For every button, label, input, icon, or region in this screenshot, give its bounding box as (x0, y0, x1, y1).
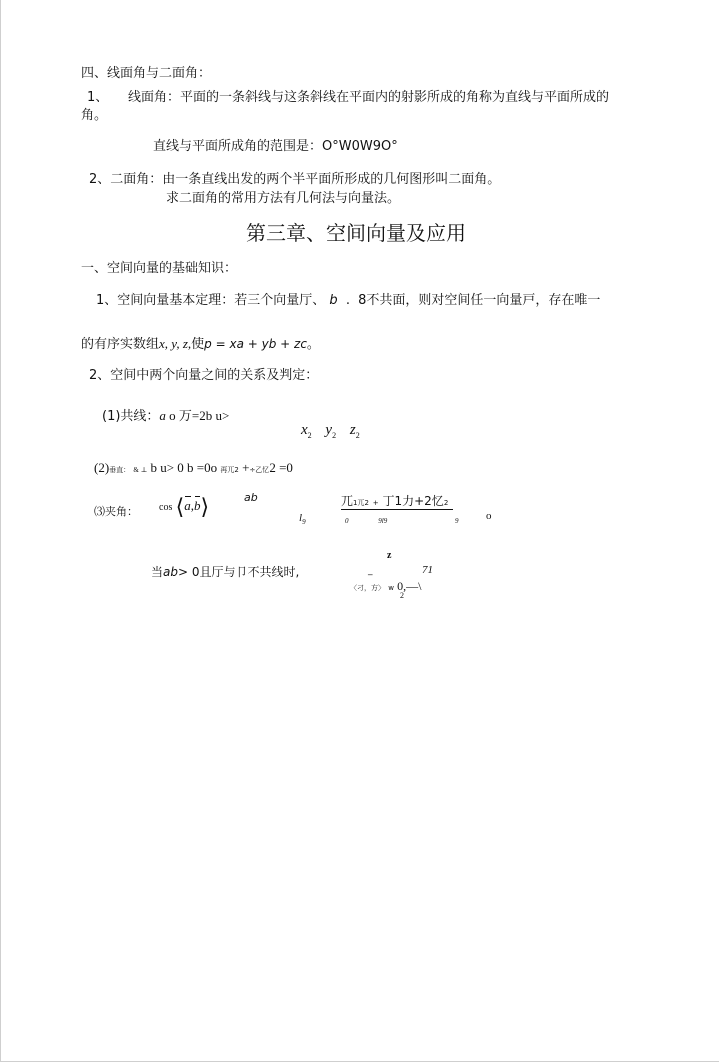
condition-two: 2 (400, 591, 404, 600)
ordered-tuple-line (81, 336, 320, 353)
theorem-vector-b: b (329, 293, 338, 308)
method-text: 求二面角的常用方法有几何法与向量法。 (166, 191, 401, 206)
chapter-title: 第三章、空间向量及应用 (246, 221, 466, 245)
condition-text-c: > 0且厅与卩不共线时, (178, 565, 300, 579)
angle-numerator-ab: ab (244, 491, 258, 504)
den-b: 9 (378, 517, 382, 525)
num-a: 兀 (341, 494, 354, 508)
theorem-text-a: 1、空间向量基本定理：若三个向量厅、 (96, 293, 326, 308)
collinear-line (102, 408, 229, 425)
basic-theorem-line (96, 293, 600, 309)
denom-x-sub: 2 (307, 431, 312, 440)
relation-heading: 2、空间中两个向量之间的关系及判定： (89, 368, 319, 383)
denom-z-sub: 2 (355, 431, 360, 440)
angle-label: ⑶夹角： (94, 505, 138, 518)
part1-heading: 一、空间向量的基础知识： (81, 261, 238, 276)
condition-ab: ab (163, 565, 178, 579)
num-c: 2 (364, 499, 369, 507)
cos-text: cos (159, 502, 173, 513)
condition-71: 71 (422, 564, 433, 576)
perp-plus: + (242, 460, 250, 475)
condition-line (151, 564, 299, 580)
vector-decomposition-formula: p = xa + yb + zc (204, 337, 307, 351)
item2-definition: 2、二面角：由一条直线出发的两个半平面所形成的几何图形叫二面角。 (89, 172, 501, 187)
collinear-expression: o 万=2b u> (169, 408, 230, 423)
theorem-dot: . (345, 293, 350, 308)
perp-tail: 2 =0 (269, 460, 293, 475)
condition-dash: _ (368, 566, 373, 576)
num-e: 丁1力+2忆 (382, 494, 444, 508)
vector-a: a (184, 498, 191, 513)
angle-bracket-left: ⟨ (175, 494, 185, 520)
denom-y: y (325, 422, 333, 438)
condition-range (350, 578, 422, 600)
num-f: 2 (443, 499, 449, 507)
collinear-vector-a: a (159, 408, 166, 423)
angle-comma: , (190, 498, 194, 513)
angle-coordinate-denominator (345, 513, 458, 529)
denominator-l: l (299, 512, 303, 524)
tuple-text-a: 的有序实数组 (81, 337, 160, 352)
tuple-vars: x, y, z, (159, 336, 192, 351)
theorem-text-d: 8不共面，则对空间任一向量戸，存在唯一 (358, 293, 601, 308)
den-a: 0 (345, 517, 349, 525)
perp-x-terms: 再兀2 (220, 466, 239, 474)
perp-yz-terms: ÷乙忆 (249, 466, 270, 474)
condition-z: z (387, 550, 392, 561)
condition-paren: 〈刁，方〉 (350, 584, 385, 592)
cos-angle-expression (159, 494, 210, 520)
collinear-denominators (301, 422, 360, 444)
angle-range-text: 直线与平面所成角的范围是：O°W0W9O° (153, 139, 398, 154)
condition-text-a: 当 (151, 565, 164, 579)
denom-z: z (349, 422, 356, 438)
section-heading-4: 四、线面角与二面角： (81, 66, 212, 81)
den-c: l (381, 517, 384, 525)
perp-expression: b u> 0 b =0o (150, 460, 218, 475)
item1-definition: 线面角：平面的一条斜线与这条斜线在平面内的射影所成的角称为直线与平面所成的 (128, 90, 610, 105)
perpendicular-line (94, 460, 293, 478)
num-b: 1兀 (353, 499, 365, 507)
collinear-label: (1)共线： (102, 409, 160, 424)
tuple-text-c: 使 (191, 337, 205, 352)
item1-number: 1、 (87, 90, 109, 105)
angle-denominator-l (299, 510, 306, 530)
item1-continuation: 角。 (81, 108, 108, 123)
condition-w: w (388, 584, 394, 592)
condition-interval: 0,—\ (397, 579, 422, 593)
denom-x: x (301, 422, 308, 438)
tuple-period: 。 (306, 337, 320, 352)
vector-b: b (193, 498, 201, 513)
denom-y-sub: 2 (332, 431, 337, 440)
perp-label-text: 垂直： (109, 466, 131, 474)
den-d: 9 (383, 517, 388, 525)
angle-tail-o: o (486, 510, 492, 522)
denominator-l-sub: 9 (302, 518, 306, 527)
den-e: 9 (454, 517, 459, 525)
fraction-line (341, 509, 453, 510)
perp-vector-a: & ⊥ (133, 466, 148, 474)
num-plus: + (372, 499, 379, 507)
angle-bracket-right: ⟩ (200, 494, 210, 520)
perp-label-num: (2) (94, 460, 110, 475)
